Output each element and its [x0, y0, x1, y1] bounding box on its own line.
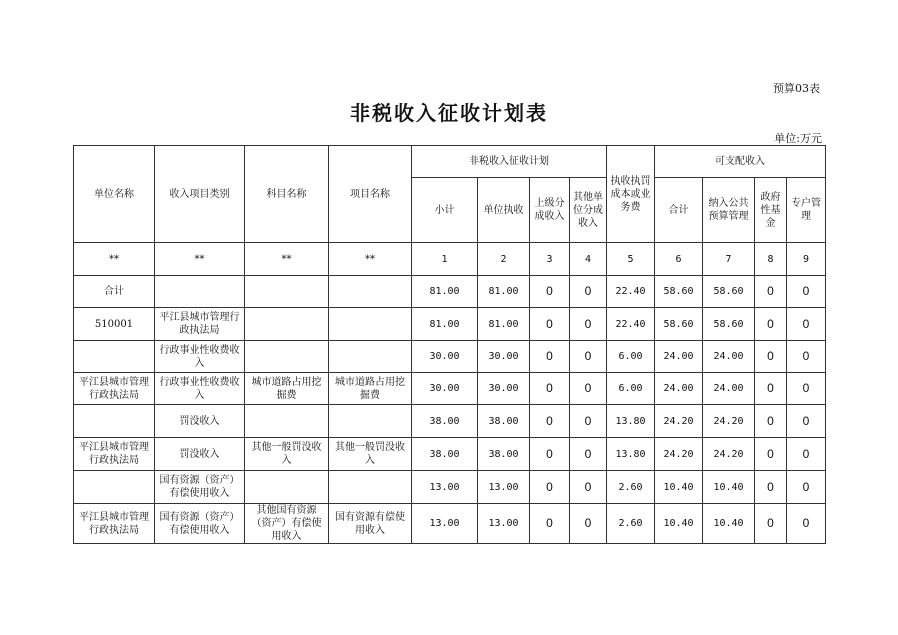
upper-share-cell: 0	[530, 276, 570, 308]
table-row	[74, 341, 826, 373]
item-name-cell	[329, 471, 412, 504]
cost-fee-cell: 13.80	[607, 405, 655, 438]
unit-collect-cell: 30.00	[478, 373, 530, 405]
item-name-cell	[329, 308, 412, 341]
special-account-cell: 0	[787, 438, 826, 471]
index-cell: **	[74, 243, 155, 276]
gov-fund-cell: 0	[755, 471, 787, 504]
subject-name-cell: 其他国有资源（资产）有偿使用收入	[245, 504, 329, 544]
subject-name-cell: 其他一般罚没收入	[245, 438, 329, 471]
other-share-cell: 0	[570, 405, 607, 438]
income-type-cell: 国有资源（资产）有偿使用收入	[155, 504, 245, 544]
header-gov-fund: 政府性基金	[755, 178, 787, 243]
subtotal-cell: 81.00	[412, 276, 478, 308]
header-unit-name: 单位名称	[74, 146, 155, 243]
item-name-cell	[329, 341, 412, 373]
index-cell: 5	[607, 243, 655, 276]
subject-name-cell	[245, 341, 329, 373]
header-item-name: 项目名称	[329, 146, 412, 243]
special-account-cell: 0	[787, 471, 826, 504]
public-budget-cell: 58.60	[703, 276, 755, 308]
unit-name-cell: 平江县城市管理行政执法局	[74, 504, 155, 544]
cost-fee-cell: 2.60	[607, 471, 655, 504]
cost-fee-cell: 13.80	[607, 438, 655, 471]
other-share-cell: 0	[570, 276, 607, 308]
table-row	[74, 276, 826, 308]
subtotal-cell: 13.00	[412, 504, 478, 544]
upper-share-cell: 0	[530, 308, 570, 341]
cost-fee-cell: 2.60	[607, 504, 655, 544]
income-type-cell: 罚没收入	[155, 438, 245, 471]
subtotal-cell: 30.00	[412, 373, 478, 405]
gov-fund-cell: 0	[755, 438, 787, 471]
income-type-cell: 平江县城市管理行政执法局	[155, 308, 245, 341]
unit-collect-cell: 81.00	[478, 308, 530, 341]
gov-fund-cell: 0	[755, 341, 787, 373]
special-account-cell: 0	[787, 341, 826, 373]
upper-share-cell: 0	[530, 471, 570, 504]
subject-name-cell	[245, 276, 329, 308]
other-share-cell: 0	[570, 341, 607, 373]
index-cell: 2	[478, 243, 530, 276]
income-type-cell: 国有资源（资产）有偿使用收入	[155, 471, 245, 504]
subtotal-cell: 38.00	[412, 405, 478, 438]
unit-name-cell: 合计	[74, 276, 155, 308]
public-budget-cell: 24.20	[703, 405, 755, 438]
unit-collect-cell: 81.00	[478, 276, 530, 308]
special-account-cell: 0	[787, 308, 826, 341]
gov-fund-cell: 0	[755, 276, 787, 308]
index-cell: 6	[655, 243, 703, 276]
subtotal-cell: 81.00	[412, 308, 478, 341]
unit-collect-cell: 13.00	[478, 504, 530, 544]
unit-name-cell: 510001	[74, 308, 155, 341]
cost-fee-cell: 22.40	[607, 276, 655, 308]
header-cost-fee: 执收执罚成本或业务费	[607, 146, 655, 243]
header-public-budget: 纳入公共预算管理	[703, 178, 755, 243]
subject-name-cell	[245, 471, 329, 504]
total-cell: 24.00	[655, 373, 703, 405]
other-share-cell: 0	[570, 504, 607, 544]
subject-name-cell	[245, 405, 329, 438]
public-budget-cell: 24.00	[703, 341, 755, 373]
item-name-cell: 其他一般罚没收入	[329, 438, 412, 471]
public-budget-cell: 24.00	[703, 373, 755, 405]
special-account-cell: 0	[787, 405, 826, 438]
table-row	[74, 405, 826, 438]
other-share-cell: 0	[570, 438, 607, 471]
unit-collect-cell: 38.00	[478, 438, 530, 471]
item-name-cell: 城市道路占用挖掘费	[329, 373, 412, 405]
index-cell: **	[155, 243, 245, 276]
form-number: 预算03表	[773, 82, 820, 95]
index-cell: 1	[412, 243, 478, 276]
other-share-cell: 0	[570, 471, 607, 504]
gov-fund-cell: 0	[755, 405, 787, 438]
income-type-cell: 罚没收入	[155, 405, 245, 438]
unit-name-cell: 平江县城市管理行政执法局	[74, 438, 155, 471]
other-share-cell: 0	[570, 308, 607, 341]
income-type-cell: 行政事业性收费收入	[155, 373, 245, 405]
upper-share-cell: 0	[530, 405, 570, 438]
total-cell: 24.00	[655, 341, 703, 373]
upper-share-cell: 0	[530, 504, 570, 544]
cost-fee-cell: 22.40	[607, 308, 655, 341]
table-row	[74, 308, 826, 341]
gov-fund-cell: 0	[755, 504, 787, 544]
table-row	[74, 504, 826, 544]
header-special-account: 专户管理	[787, 178, 826, 243]
unit-collect-cell: 13.00	[478, 471, 530, 504]
table-row	[74, 373, 826, 405]
unit-name-cell	[74, 341, 155, 373]
subject-name-cell	[245, 308, 329, 341]
public-budget-cell: 10.40	[703, 471, 755, 504]
header-available-group: 可支配收入	[655, 146, 826, 178]
special-account-cell: 0	[787, 373, 826, 405]
gov-fund-cell: 0	[755, 373, 787, 405]
index-cell: 7	[703, 243, 755, 276]
unit-name-cell	[74, 405, 155, 438]
total-cell: 10.40	[655, 471, 703, 504]
total-cell: 58.60	[655, 308, 703, 341]
unit-name-cell	[74, 471, 155, 504]
index-cell: 3	[530, 243, 570, 276]
header-other-share: 其他单位分成收入	[570, 178, 607, 243]
header-plan-group: 非税收入征收计划	[412, 146, 607, 178]
index-cell: 8	[755, 243, 787, 276]
total-cell: 24.20	[655, 405, 703, 438]
item-name-cell: 国有资源有偿使用收入	[329, 504, 412, 544]
unit-name-cell: 平江县城市管理行政执法局	[74, 373, 155, 405]
income-type-cell: 行政事业性收费收入	[155, 341, 245, 373]
special-account-cell: 0	[787, 504, 826, 544]
item-name-cell	[329, 405, 412, 438]
public-budget-cell: 58.60	[703, 308, 755, 341]
header-upper-share: 上级分成收入	[530, 178, 570, 243]
non-tax-income-table	[73, 145, 826, 544]
upper-share-cell: 0	[530, 341, 570, 373]
upper-share-cell: 0	[530, 373, 570, 405]
table-row	[74, 471, 826, 504]
index-cell: **	[245, 243, 329, 276]
header-subject-name: 科目名称	[245, 146, 329, 243]
unit-collect-cell: 30.00	[478, 341, 530, 373]
cost-fee-cell: 6.00	[607, 341, 655, 373]
index-row	[74, 243, 826, 276]
total-cell: 24.20	[655, 438, 703, 471]
special-account-cell: 0	[787, 276, 826, 308]
public-budget-cell: 24.20	[703, 438, 755, 471]
unit-collect-cell: 38.00	[478, 405, 530, 438]
subtotal-cell: 13.00	[412, 471, 478, 504]
page-title: 非税收入征收计划表	[350, 101, 548, 125]
subject-name-cell: 城市道路占用挖掘费	[245, 373, 329, 405]
gov-fund-cell: 0	[755, 308, 787, 341]
total-cell: 10.40	[655, 504, 703, 544]
header-unit-collect: 单位执收	[478, 178, 530, 243]
index-cell: 4	[570, 243, 607, 276]
unit-label: 单位:万元	[774, 132, 822, 145]
header-subtotal: 小计	[412, 178, 478, 243]
header-total: 合计	[655, 178, 703, 243]
upper-share-cell: 0	[530, 438, 570, 471]
public-budget-cell: 10.40	[703, 504, 755, 544]
index-cell: 9	[787, 243, 826, 276]
other-share-cell: 0	[570, 373, 607, 405]
subtotal-cell: 30.00	[412, 341, 478, 373]
subtotal-cell: 38.00	[412, 438, 478, 471]
index-cell: **	[329, 243, 412, 276]
item-name-cell	[329, 276, 412, 308]
header-income-type: 收入项目类别	[155, 146, 245, 243]
income-type-cell	[155, 276, 245, 308]
table-row	[74, 438, 826, 471]
cost-fee-cell: 6.00	[607, 373, 655, 405]
total-cell: 58.60	[655, 276, 703, 308]
